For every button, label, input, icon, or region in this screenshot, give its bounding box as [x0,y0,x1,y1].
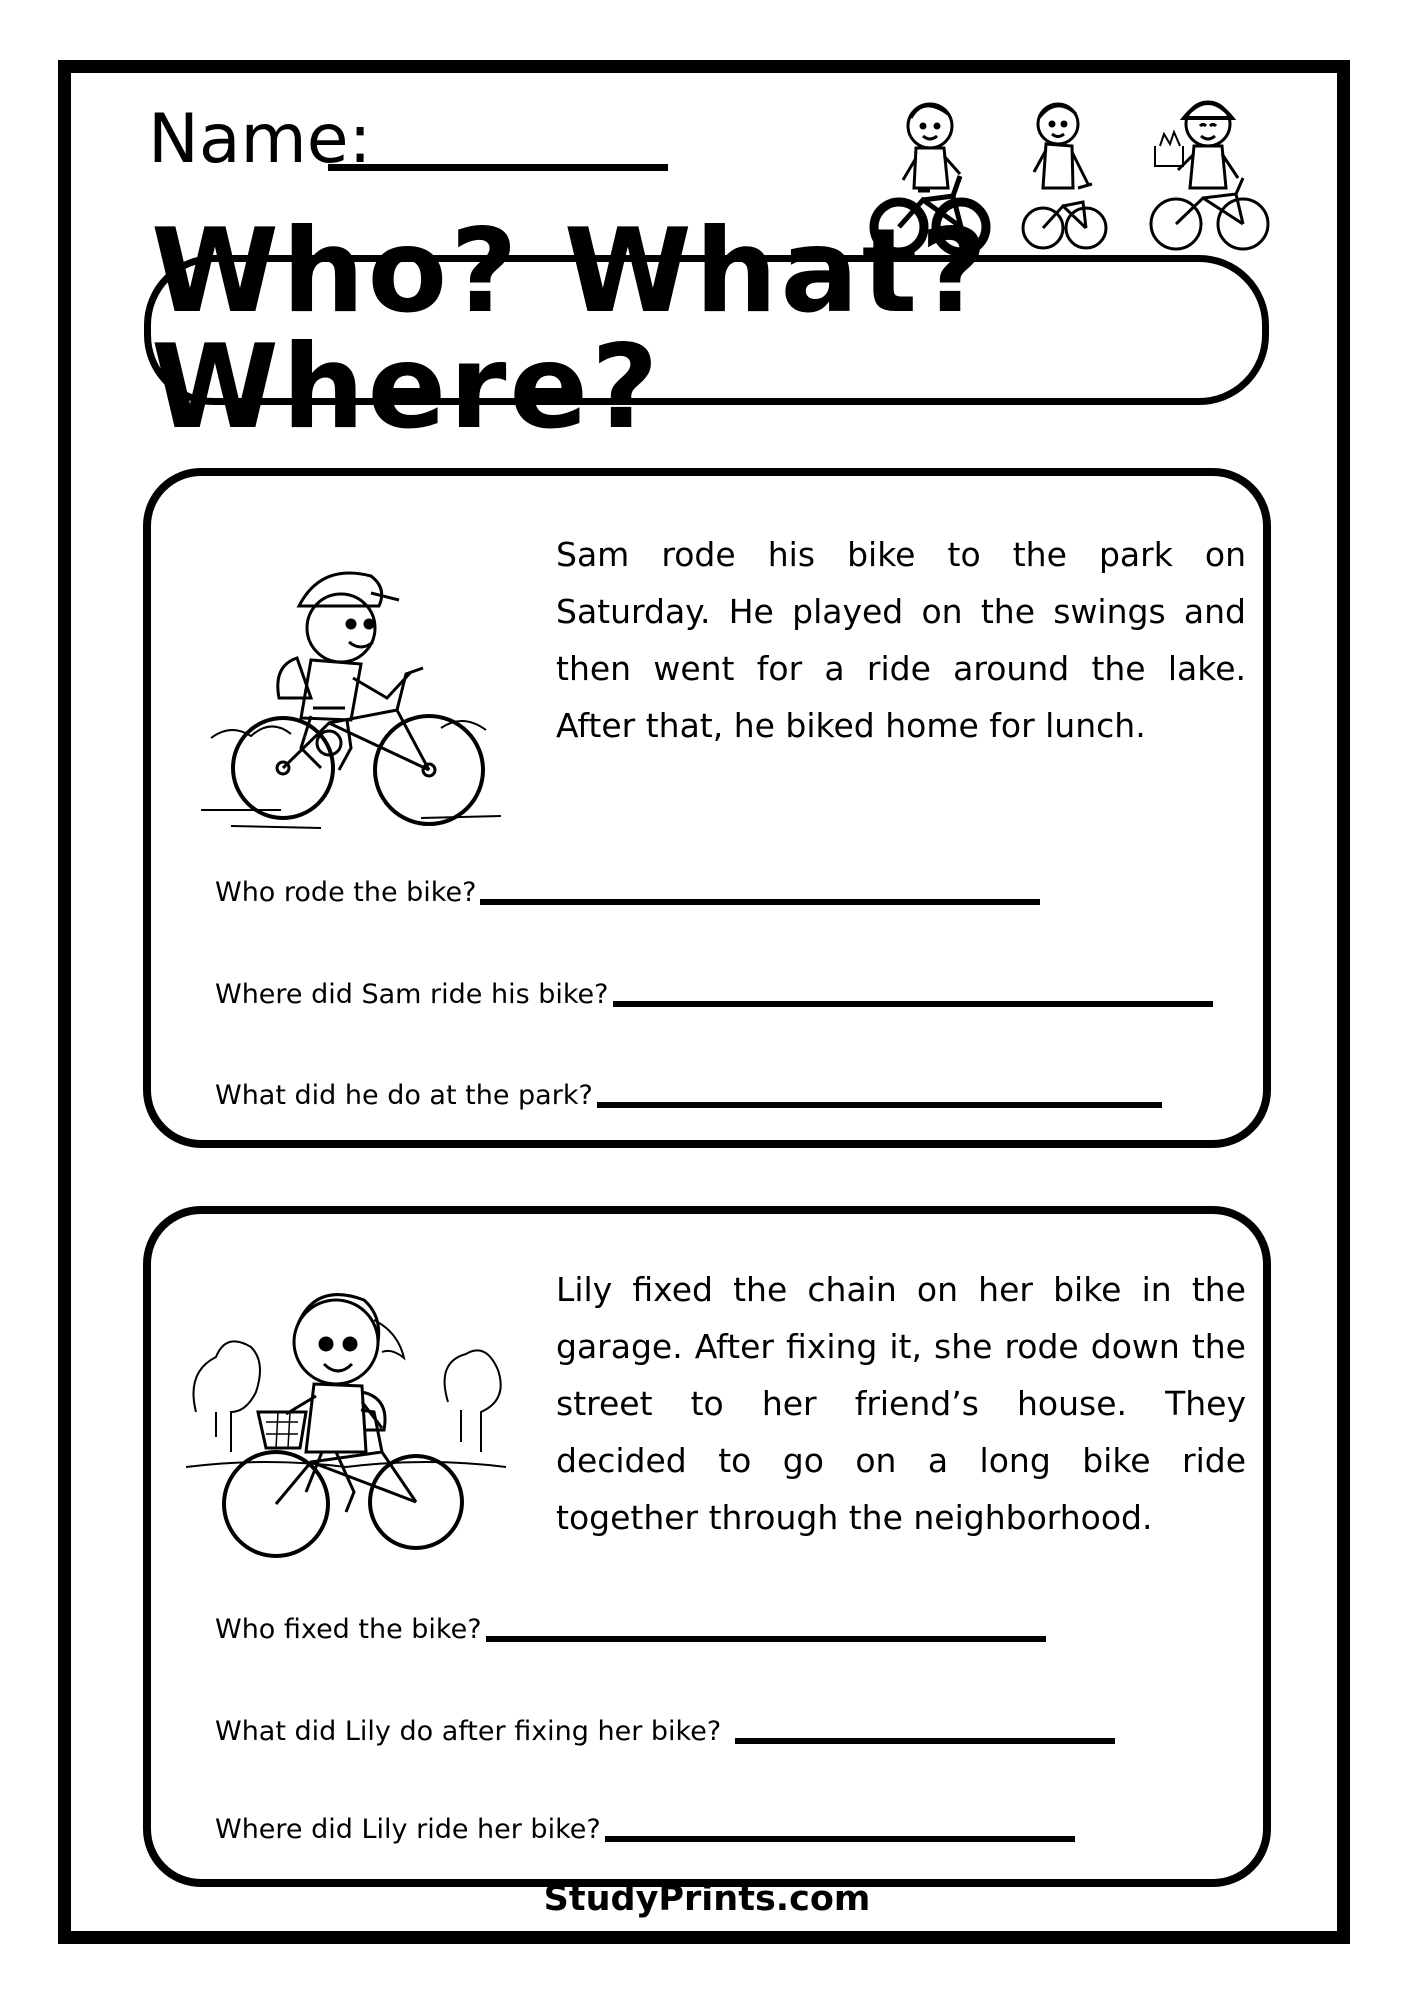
question-label: What did Lily do after fixing her bike? [215,1716,722,1747]
answer-line[interactable] [605,1836,1075,1842]
story-text-1: Sam rode his bike to the park on Saturday. He played on the swings and then went for a ride around the lake. After that, he biked home for lunch. [556,535,1246,745]
answer-line[interactable] [613,1001,1213,1007]
answer-line[interactable] [480,899,1040,905]
answer-line[interactable] [597,1102,1162,1108]
page-title: Who? What? Where? [151,204,991,455]
question-row [215,1715,1115,1749]
name-label: Name: [148,100,372,179]
question-row [215,1079,1162,1113]
question-label: Where did Lily ride her bike? [215,1814,601,1845]
question-label: Who fixed the bike? [215,1614,482,1645]
boy-riding-bike-icon [201,548,506,848]
story-text-2: Lily fixed the chain on her bike in the garage. After fixing it, she rode down the street to her friend’s house. They decided to go on a long bike ride together through the neighborhood. [556,1270,1246,1537]
question-row [215,978,1213,1012]
answer-line[interactable] [486,1636,1046,1642]
question-row [215,1613,1046,1647]
story-card-2 [143,1206,1271,1887]
question-row [215,1813,1075,1847]
question-label: Where did Sam ride his bike? [215,979,609,1010]
answer-line[interactable] [735,1738,1115,1744]
question-row [215,876,1040,910]
story-card-1 [143,468,1271,1148]
footer-site-name: StudyPrints.com [543,1879,871,1919]
name-input-line[interactable] [328,164,668,171]
girl-riding-bike-icon [186,1262,506,1582]
question-label: What did he do at the park? [215,1080,593,1111]
title-banner [144,204,1269,455]
question-label: Who rode the bike? [215,877,477,908]
